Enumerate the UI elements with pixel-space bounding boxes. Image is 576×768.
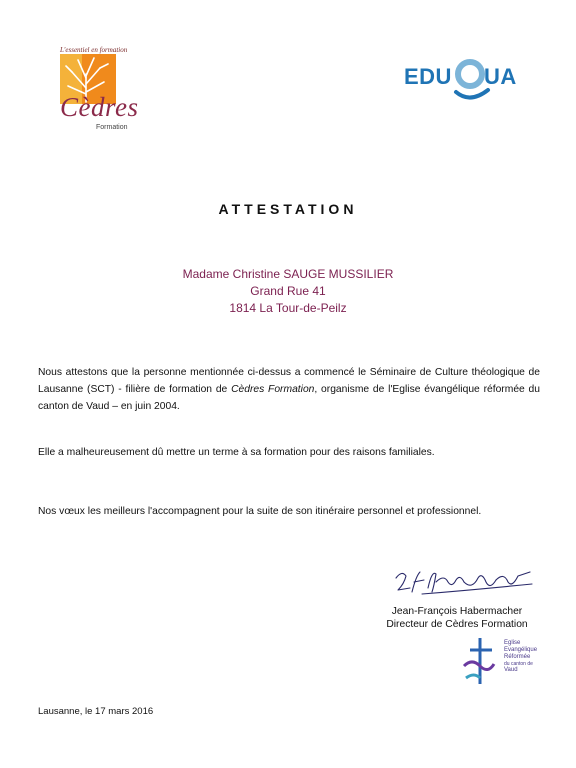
cedres-subtitle: Formation <box>96 124 128 131</box>
document-title: ATTESTATION <box>218 201 358 217</box>
paragraph-1-text-a: Nous attestons que la personne mentionnée ci-dessus a commencé le Séminaire de Culture théologique de Lausanne (SCT) - filière de formation de <box>38 367 540 395</box>
place-and-date: Lausanne, le 17 mars 2016 <box>38 706 154 717</box>
handwritten-signature <box>392 566 537 600</box>
body-paragraph-3: Nos vœux les meilleurs l'accompagnent pour la suite de son itinéraire personnel et professionnel. <box>38 506 482 517</box>
recipient-street: Grand Rue 41 <box>250 284 326 298</box>
church-logo-line-2: Evangélique <box>504 647 538 653</box>
body-paragraph-1 <box>38 364 540 415</box>
church-logo-line-1: Eglise <box>504 640 521 646</box>
church-logo-line-5: Vaud <box>504 667 518 673</box>
signatory-name: Jean-François Habermacher <box>391 606 523 617</box>
church-logo-line-3: Réformée <box>504 654 531 660</box>
body-paragraph-2: Elle a malheureusement dû mettre un terme à sa formation pour des raisons familiales. <box>38 447 435 458</box>
paragraph-1-emphasis: Cèdres Formation <box>231 384 315 395</box>
signatory-title: Directeur de Cèdres Formation <box>386 619 528 630</box>
recipient-name: Madame Christine SAUGE MUSSILIER <box>182 267 394 281</box>
cedres-tagline: L'essentiel en formation <box>60 46 128 54</box>
eduqua-wordmark-edu: EDU <box>404 64 452 89</box>
eduqua-wordmark-ua: UA <box>484 64 517 89</box>
cedres-wordmark: Cèdres <box>60 92 139 122</box>
eglise-reformee-vaud-logo <box>462 636 496 686</box>
paragraph-1-text-b: , organisme de l'Eglise évangélique réformée du canton de Vaud – en juin 2004. <box>38 384 541 412</box>
recipient-city: 1814 La Tour-de-Peilz <box>229 301 347 315</box>
church-logo-line-4: du canton de <box>504 661 533 667</box>
